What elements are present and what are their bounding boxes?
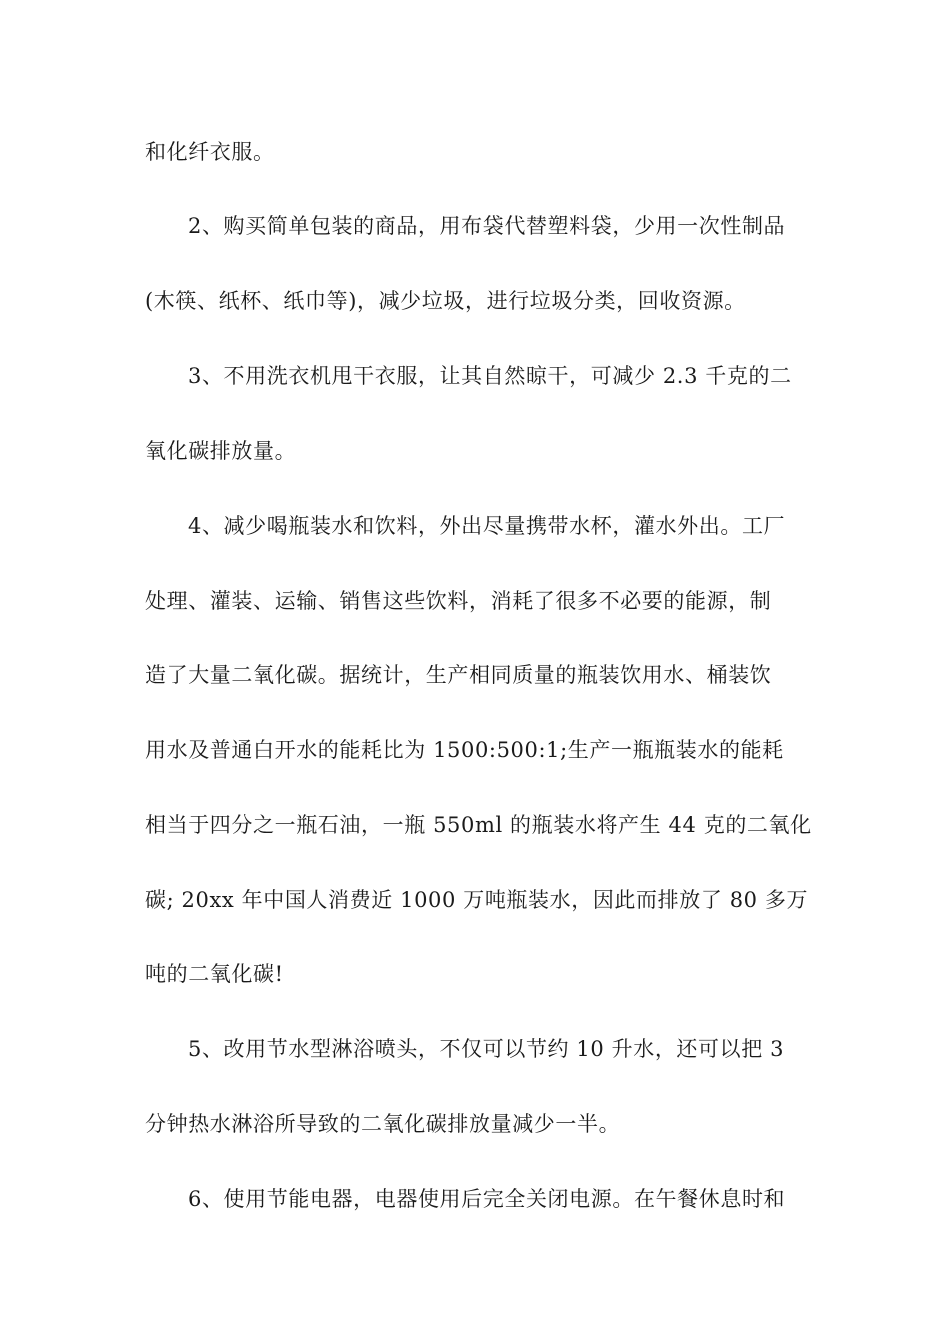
paragraph-2-line: 2、购买简单包装的商品，用布袋代替塑料袋，少用一次性制品 bbox=[188, 214, 786, 238]
paragraph-4-line: 4、减少喝瓶装水和饮料，外出尽量携带水杯，灌水外出。工厂 bbox=[188, 514, 786, 538]
text-line: 用水及普通白开水的能耗比为 1500:500:1;生产一瓶瓶装水的能耗 bbox=[145, 738, 784, 762]
text-line: (木筷、纸杯、纸巾等)，减少垃圾，进行垃圾分类，回收资源。 bbox=[145, 289, 746, 313]
paragraph-3-line: 3、不用洗衣机甩干衣服，让其自然晾干，可减少 2.3 千克的二 bbox=[188, 364, 792, 388]
text-line: 氧化碳排放量。 bbox=[145, 439, 297, 463]
text-line: 吨的二氧化碳! bbox=[145, 962, 284, 986]
text-line: 分钟热水淋浴所导致的二氧化碳排放量减少一半。 bbox=[145, 1112, 621, 1136]
text-line: 处理、灌装、运输、销售这些饮料，消耗了很多不必要的能源，制 bbox=[145, 589, 772, 613]
text-line: 碳; 20xx 年中国人消费近 1000 万吨瓶装水，因此而排放了 80 多万 bbox=[145, 888, 809, 912]
text-line: 造了大量二氧化碳。据统计，生产相同质量的瓶装饮用水、桶装饮 bbox=[145, 663, 772, 687]
paragraph-6-line: 6、使用节能电器，电器使用后完全关闭电源。在午餐休息时和 bbox=[188, 1187, 786, 1211]
paragraph-5-line: 5、改用节水型淋浴喷头，不仅可以节约 10 升水，还可以把 3 bbox=[188, 1037, 785, 1061]
text-line: 和化纤衣服。 bbox=[145, 140, 275, 164]
text-line: 相当于四分之一瓶石油，一瓶 550ml 的瓶装水将产生 44 克的二氧化 bbox=[145, 813, 812, 837]
